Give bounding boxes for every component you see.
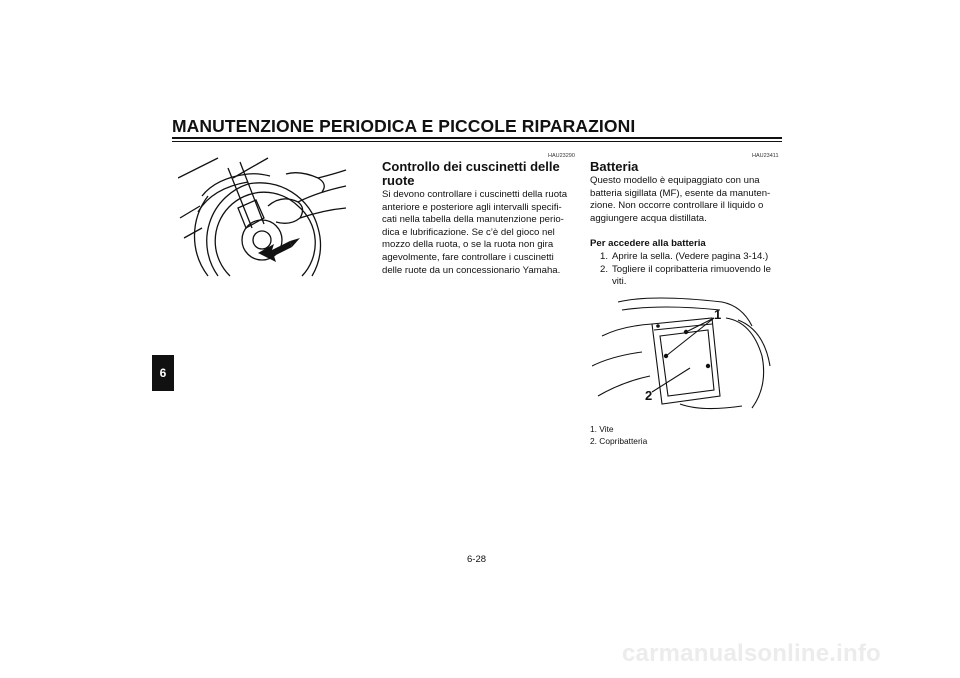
battery-body-line: Questo modello è equipaggiato con una bbox=[590, 175, 760, 186]
header-rule-thick bbox=[172, 137, 782, 139]
step-text: Aprire la sella. (Vedere pagina 3-14.) bbox=[612, 251, 769, 262]
battery-step-2 bbox=[600, 264, 782, 290]
caption-2: 2. Copribatteria bbox=[590, 436, 648, 446]
chapter-tab bbox=[152, 355, 174, 391]
step-text: Togliere il copribatteria rimuovendo le bbox=[612, 263, 771, 275]
header-rule-thin bbox=[172, 141, 782, 142]
wheel-section-title-line2: ruote bbox=[382, 173, 415, 188]
battery-cover-illustration bbox=[592, 296, 782, 414]
callout-1: 1 bbox=[714, 307, 722, 322]
page-number: 6-28 bbox=[467, 554, 487, 565]
wheel-body-line: delle ruote da un concessionario Yamaha. bbox=[382, 264, 561, 276]
step-number: 1. bbox=[600, 251, 609, 262]
battery-body-line: batteria sigillata (MF), esente da manuten- bbox=[590, 187, 771, 199]
wheel-body-line: dica e lubrificazione. Se c’è del gioco nel bbox=[382, 226, 555, 238]
wheel-body-line: mozzo della ruota, o se la ruota non gira bbox=[382, 239, 554, 251]
step-number: 2. bbox=[600, 263, 609, 275]
wheel-ref-code: HAU23290 bbox=[548, 153, 575, 159]
battery-ref-code: HAU23411 bbox=[752, 153, 779, 159]
battery-body-line: zione. Non occorre controllare il liquido o bbox=[590, 200, 764, 212]
callout-2: 2 bbox=[645, 388, 653, 403]
wheel-body-line: agevolmente, fare controllare i cuscinetti bbox=[382, 252, 554, 263]
chapter-number: 6 bbox=[159, 366, 167, 380]
battery-section-title: Batteria bbox=[590, 159, 639, 174]
watermark: carmanualsonline.info bbox=[622, 640, 881, 667]
caption-1: 1. Vite bbox=[590, 424, 614, 434]
battery-subheading: Per accedere alla batteria bbox=[590, 238, 706, 249]
battery-body-line: aggiungere acqua distillata. bbox=[590, 212, 707, 224]
wheel-body-line: anteriore e posteriore agli intervalli specifi- bbox=[382, 201, 562, 213]
battery-step-1 bbox=[600, 251, 782, 264]
page-title: MANUTENZIONE PERIODICA E PICCOLE RIPARAZIONI bbox=[172, 116, 636, 136]
wheel-bearing-illustration bbox=[178, 148, 348, 278]
step-text-continued: viti. bbox=[612, 276, 627, 288]
wheel-body-line: cati nella tabella della manutenzione perio- bbox=[382, 214, 564, 226]
wheel-body-line: Si devono controllare i cuscinetti della ruota bbox=[382, 189, 568, 200]
wheel-section-title-line1: Controllo dei cuscinetti delle bbox=[382, 159, 560, 174]
